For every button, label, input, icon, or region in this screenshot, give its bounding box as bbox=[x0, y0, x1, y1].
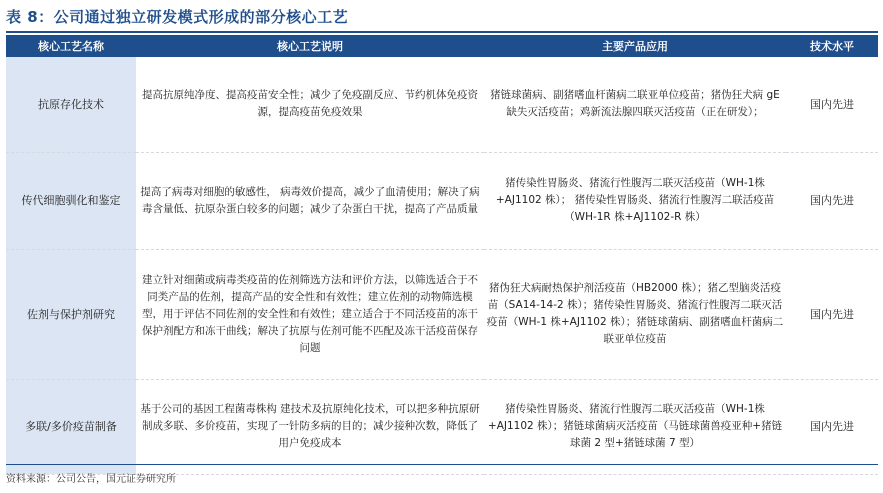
process-desc: 提高抗原纯净度、提高疫苗安全性；减少了免疫副反应、节约机体免疫资源，提高疫苗免疫效果 bbox=[136, 57, 484, 152]
process-name: 多联/多价疫苗制备 bbox=[6, 379, 136, 474]
process-desc: 建立针对细菌或病毒类疫苗的佐剂筛选方法和评价方法，以筛选适合于不同类产品的佐剂，提高产品的安全性和有效性；建立佐剂的动物筛选模型，用于评估不同佐剂的安全性和有效性；建立适合于不同活疫苗的冻干保护剂配方和冻干曲线；解决了抗原与佐剂可能不匹配及冻干活疫苗保存问题 bbox=[136, 249, 484, 379]
table-row bbox=[6, 152, 878, 249]
process-desc: 基于公司的基因工程菌毒株构 建技术及抗原纯化技术，可以把多种抗原研制成多联、多价疫苗，实现了一针防多病的目的；减少接种次数，降低了用户免疫成本 bbox=[136, 379, 484, 474]
product-app: 猪传染性胃肠炎、猪流行性腹泻二联灭活疫苗（WH-1株+AJ1102 株）；猪链球菌病灭活疫苗（马链球菌兽疫亚种+猪链球菌 2 型+猪链球菌 7 型） bbox=[484, 379, 786, 474]
source-note: 资料来源：公司公告，国元证券研究所 bbox=[6, 464, 878, 485]
process-name: 传代细胞驯化和鉴定 bbox=[6, 152, 136, 249]
tech-level: 国内先进 bbox=[786, 249, 878, 379]
table-row bbox=[6, 249, 878, 379]
process-name: 佐剂与保护剂研究 bbox=[6, 249, 136, 379]
process-desc: 提高了病毒对细胞的敏感性， 病毒效价提高，减少了血清使用；解决了病毒含量低、抗原杂蛋白较多的问题；减少了杂蛋白干扰，提高了产品质量 bbox=[136, 152, 484, 249]
header-level: 技术水平 bbox=[786, 35, 878, 57]
product-app: 猪传染性胃肠炎、猪流行性腹泻二联灭活疫苗（WH-1株+AJ1102 株）； 猪传染性胃肠炎、猪流行性腹泻二联活疫苗（WH-1R 株+AJ1102-R 株） bbox=[484, 152, 786, 249]
table-row bbox=[6, 57, 878, 152]
table-title: 表 8：公司通过独立研发模式形成的部分核心工艺 bbox=[6, 8, 349, 26]
header-desc: 核心工艺说明 bbox=[136, 35, 484, 57]
tech-level: 国内先进 bbox=[786, 57, 878, 152]
tech-level: 国内先进 bbox=[786, 379, 878, 474]
core-process-table bbox=[6, 35, 878, 475]
process-name: 抗原存化技术 bbox=[6, 57, 136, 152]
header-app: 主要产品应用 bbox=[484, 35, 786, 57]
title-divider bbox=[6, 31, 878, 33]
tech-level: 国内先进 bbox=[786, 152, 878, 249]
product-app: 猪伪狂犬病耐热保护剂活疫苗（HB2000 株）；猪乙型脑炎活疫苗（SA14-14-2 株）；猪传染性胃肠炎、猪流行性腹泻二联灭活疫苗（WH-1 株+AJ1102 株）；猪链球菌病、副猪嗜血杆菌病二联亚单位疫苗 bbox=[484, 249, 786, 379]
table-row bbox=[6, 379, 878, 474]
table-header-row bbox=[6, 35, 878, 57]
header-name: 核心工艺名称 bbox=[6, 35, 136, 57]
product-app: 猪链球菌病、副猪嗜血杆菌病二联亚单位疫苗；猪伪狂犬病 gE 缺失灭活疫苗；鸡新流法腺四联灭活疫苗（正在研发）； bbox=[484, 57, 786, 152]
